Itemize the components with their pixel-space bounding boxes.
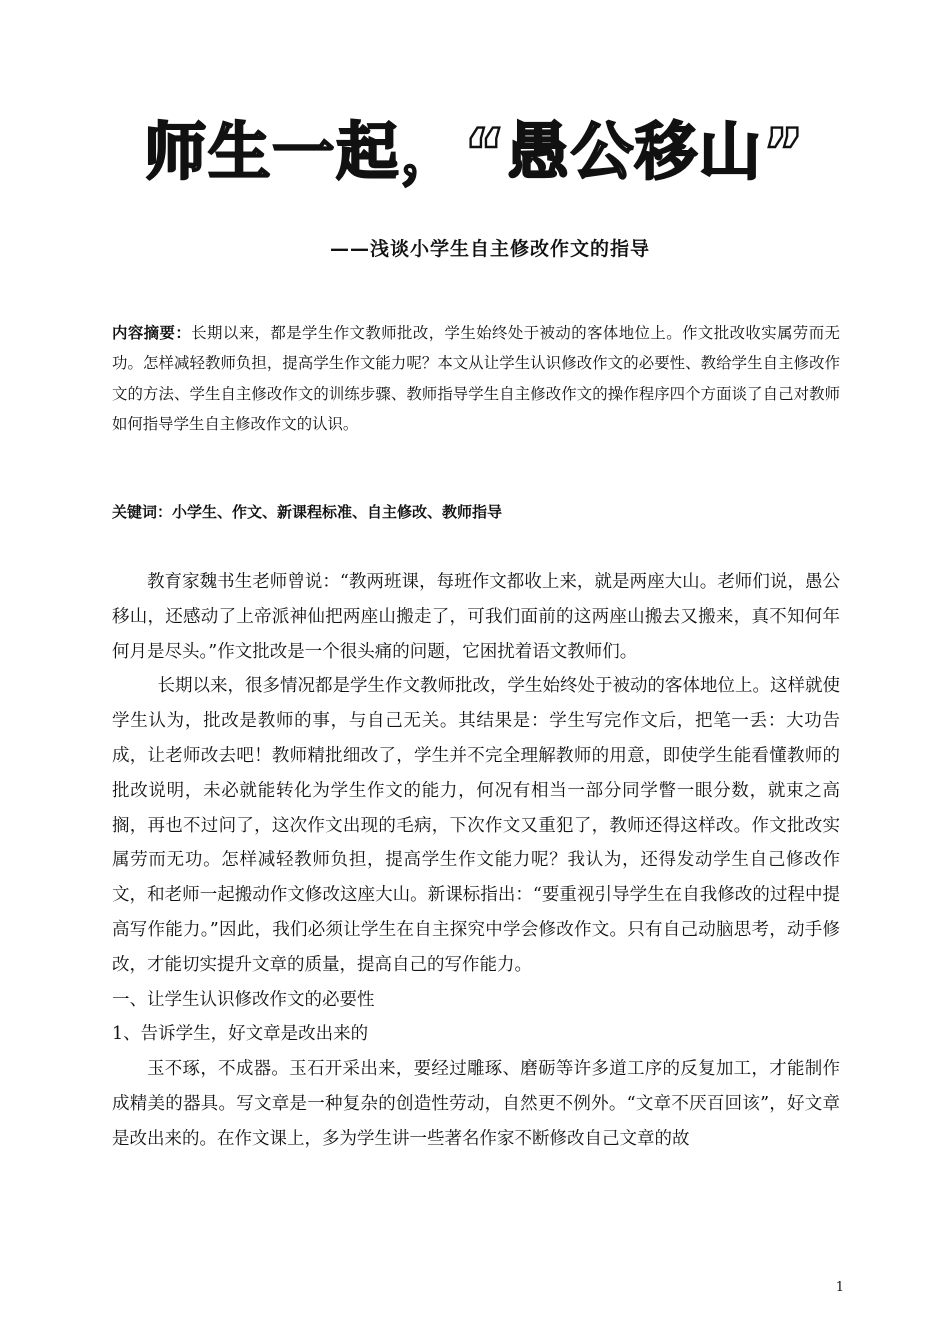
paragraph: 教育家魏书生老师曾说：“教两班课，每班作文都收上来，就是两座大山。老师们说，愚公移山，还感动了上帝派神仙把两座山搬走了，可我们面前的这两座山搬去又搬来，真不知何年何月是尽头。”作文批改是一个很头痛的问题，它困扰着语文教师们。: [112, 572, 840, 662]
document-title: 师生一起，“愚公移山”: [144, 115, 806, 188]
abstract-text: 长期以来，都是学生作文教师批改，学生始终处于被动的客体地位上。作文批改收实属劳而无功。怎样减轻教师负担，提高学生作文能力呢？本文从让学生认识修改作文的必要性、教给学生自主修改作文的方法、学生自主修改作文的训练步骤、教师指导学生自主修改作文的操作程序四个方面谈了自己对教师如何指导学生自主修改作文的认识。: [112, 324, 840, 433]
subsection-heading: 1、告诉学生，好文章是改出来的: [112, 1024, 369, 1045]
page-number: 1: [835, 1280, 844, 1295]
body-text: [112, 565, 840, 1157]
paragraph: 长期以来，很多情况都是学生作文教师批改，学生始终处于被动的客体地位上。这样就使学生认为，批改是教师的事，与自己无关。其结果是：学生写完作文后，把笔一丢：大功告成，让老师改去吧！教师精批细改了，学生并不完全理解教师的用意，即使学生能看懂教师的批改说明，未必就能转化为学生作文的能力，何况有相当一部分同学瞥一眼分数，就束之高搁，再也不过问了，这次作文出现的毛病，下次作文又重犯了，教师还得这样改。作文批改实属劳而无功。怎样减轻教师负担，提高学生作文能力呢？我认为，还得发动学生自己修改作文，和老师一起搬动作文修改这座大山。新课标指出：“要重视引导学生在自我修改的过程中提高写作能力。”因此，我们必须让学生在自主探究中学会修改作文。只有自己动脑思考，动手修改，才能切实提升文章的质量，提高自己的写作能力。: [112, 676, 840, 975]
keywords: 关键词：小学生、作文、新课程标准、自主修改、教师指导: [112, 503, 503, 521]
abstract: [112, 318, 840, 439]
section-heading: 一、让学生认识修改作文的必要性: [112, 989, 375, 1010]
paragraph: 玉不琢，不成器。玉石开采出来，要经过雕琢、磨砺等许多道工序的反复加工，才能制作成精美的器具。写文章是一种复杂的创造性劳动，自然更不例外。“文章不厌百回该”，好文章是改出来的。在作文课上，多为学生讲一些著名作家不断修改自己文章的故: [112, 1059, 840, 1149]
document-subtitle: ——浅谈小学生自主修改作文的指导: [329, 238, 650, 260]
abstract-label: 内容摘要：: [112, 324, 192, 342]
